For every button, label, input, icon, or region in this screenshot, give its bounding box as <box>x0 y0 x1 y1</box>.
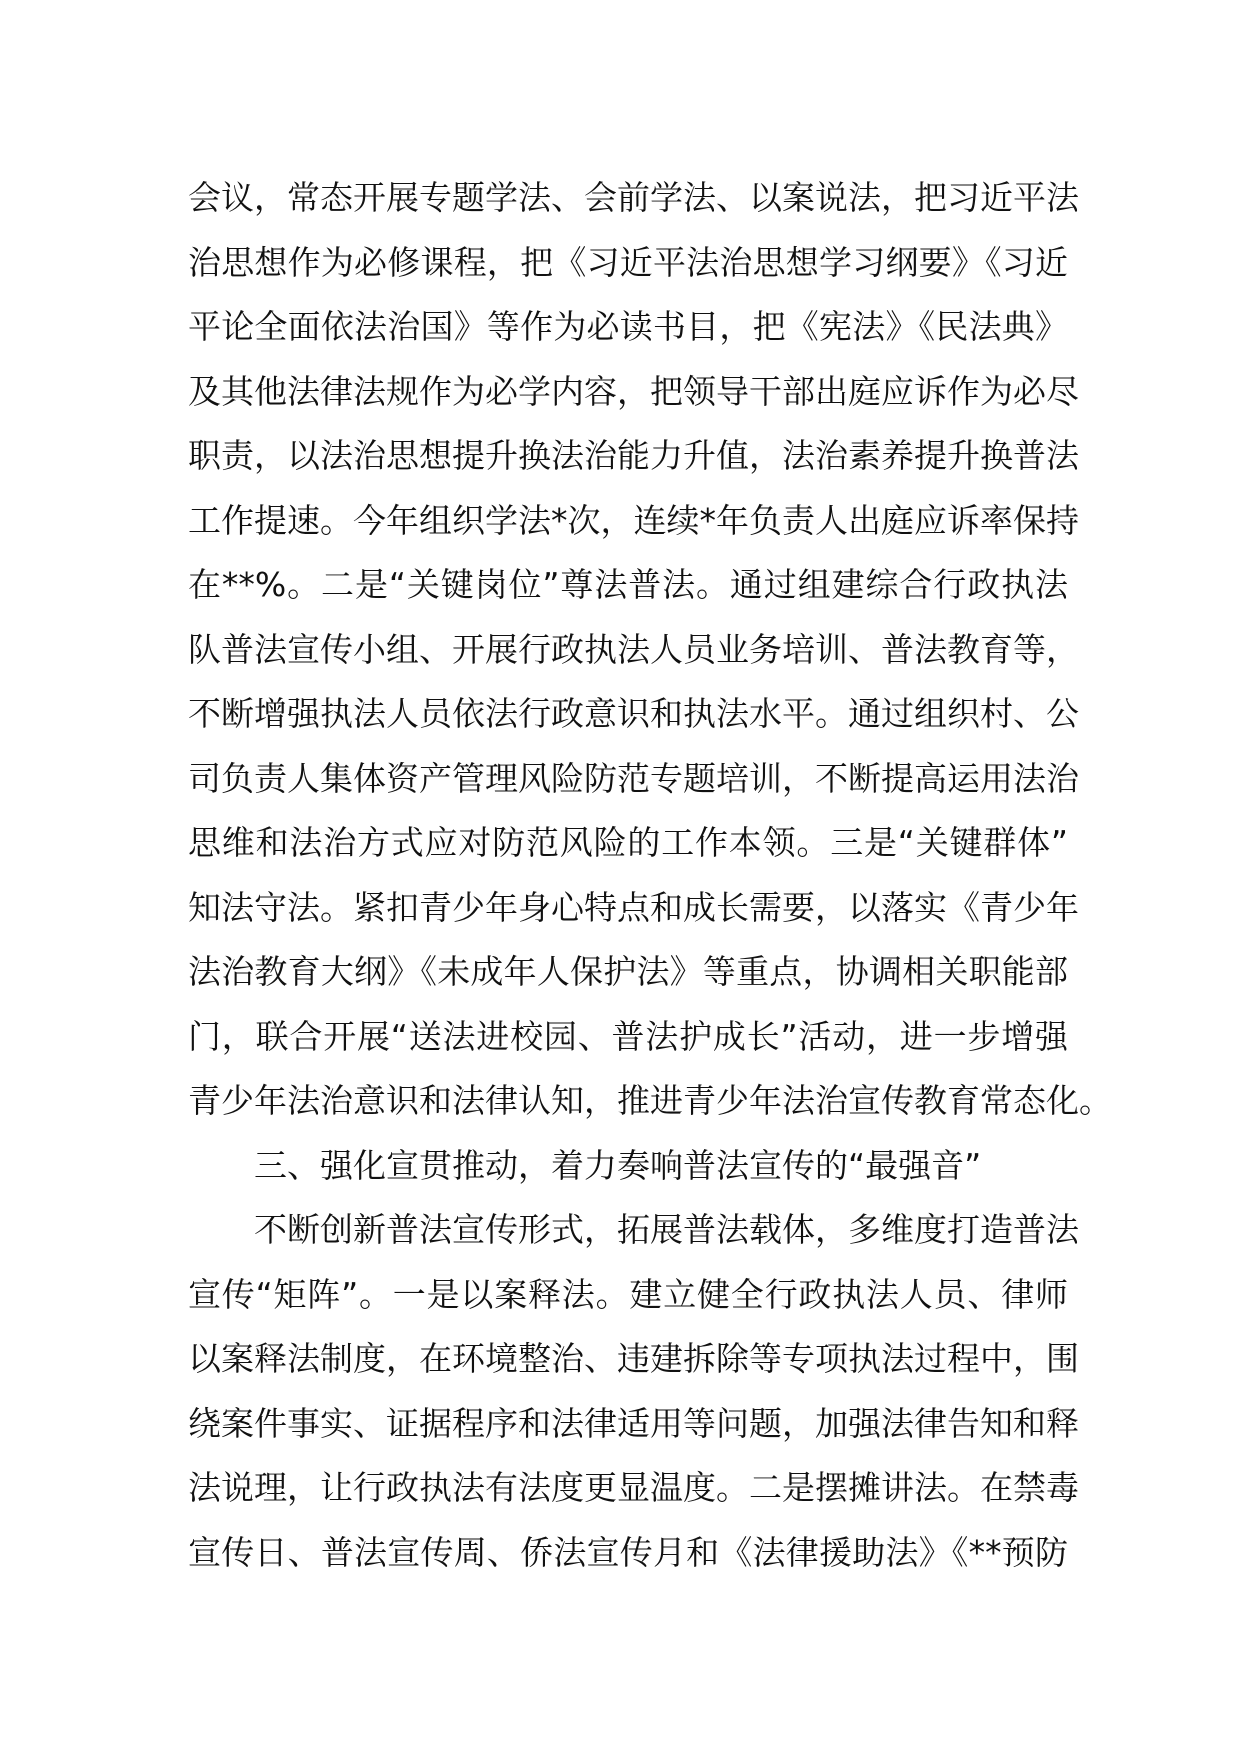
text-line: 平论全面依法治国》等作为必读书目，把《宪法》《民法典》 <box>188 307 1068 346</box>
text-line: 会议，常态开展专题学法、会前学法、以案说法，把习近平法 <box>188 178 1079 217</box>
text-line: 宣传日、普法宣传周、侨法宣传月和《法律援助法》《**预防 <box>188 1532 1068 1572</box>
text-line: 绕案件事实、证据程序和法律适用等问题，加强法律告知和释 <box>188 1403 1079 1443</box>
text-line: 职责，以法治思想提升换法治能力升值，法治素养提升换普法 <box>188 436 1079 475</box>
text-line: 在**%。二是“关键岗位”尊法普法。通过组建综合行政执法 <box>188 565 1068 604</box>
text-line: 知法守法。紧扣青少年身心特点和成长需要，以落实《青少年 <box>188 887 1079 927</box>
text-line: 法说理，让行政执法有法度更显温度。二是摆摊讲法。在禁毒 <box>188 1468 1079 1507</box>
text-line: 法治教育大纲》《未成年人保护法》等重点，协调相关职能部 <box>188 952 1068 991</box>
text-line: 宣传“矩阵”。一是以案释法。建立健全行政执法人员、律师 <box>188 1274 1068 1314</box>
text-line: 门，联合开展“送法进校园、普法护成长”活动，进一步增强 <box>188 1016 1068 1056</box>
text-line: 思维和法治方式应对防范风险的工作本领。三是“关键群体” <box>188 823 1068 862</box>
text-line: 青少年法治意识和法律认知，推进青少年法治宣传教育常态化。 <box>188 1081 1112 1120</box>
text-line: 队普法宣传小组、开展行政执法人员业务培训、普法教育等， <box>188 629 1079 669</box>
section-heading: 三、强化宣贯推动，着力奏响普法宣传的“最强音” <box>254 1145 982 1185</box>
text-line: 司负责人集体资产管理风险防范专题培训，不断提高运用法治 <box>188 758 1079 798</box>
text-line: 工作提速。今年组织学法*次，连续*年负责人出庭应诉率保持 <box>188 500 1079 540</box>
text-line: 以案释法制度，在环境整治、违建拆除等专项执法过程中，围 <box>188 1339 1079 1378</box>
text-line: 及其他法律法规作为必学内容，把领导干部出庭应诉作为必尽 <box>188 371 1079 411</box>
text-line: 治思想作为必修课程，把《习近平法治思想学习纲要》《习近 <box>188 242 1068 282</box>
body-text <box>188 166 1112 1585</box>
text-line: 不断增强执法人员依法行政意识和执法水平。通过组织村、公 <box>188 694 1079 733</box>
text-line: 不断创新普法宣传形式，拓展普法载体，多维度打造普法 <box>254 1210 1079 1249</box>
